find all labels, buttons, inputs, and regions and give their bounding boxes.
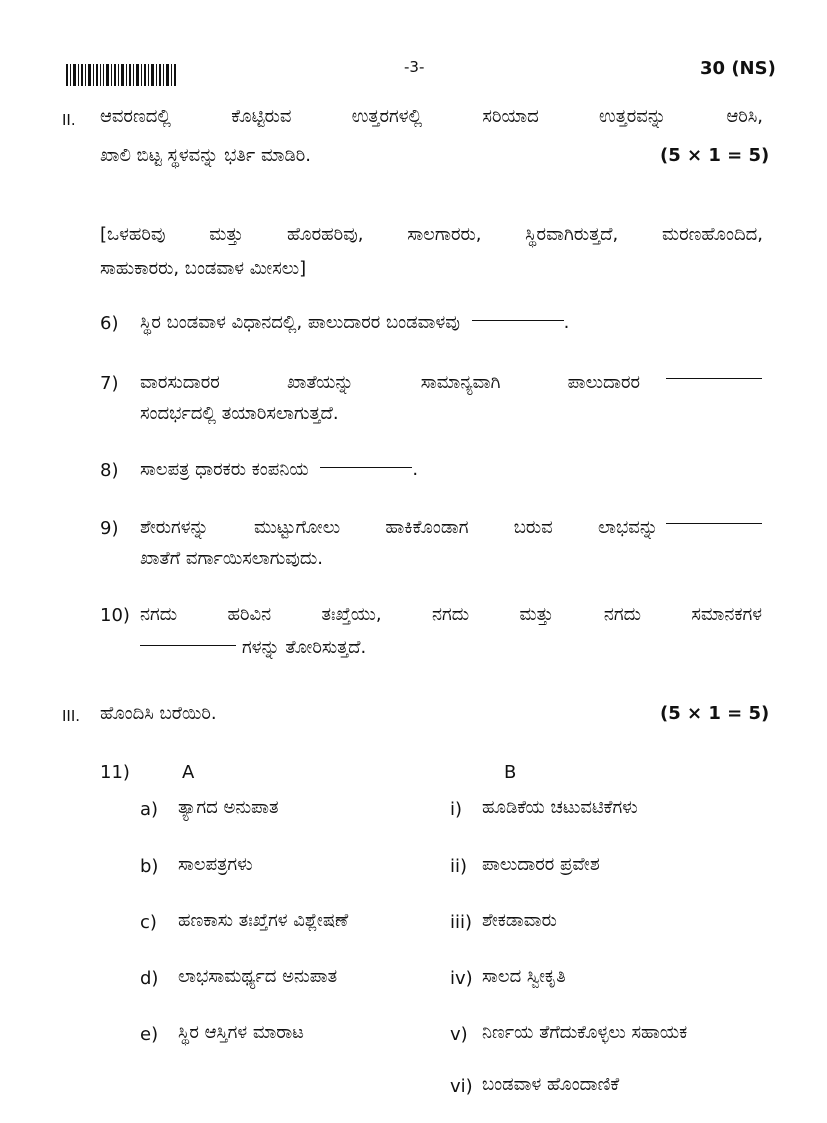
col-a-text: ತ್ಯಾಗದ ಅನುಪಾತ bbox=[178, 797, 279, 818]
q6-end: . bbox=[563, 312, 570, 333]
col-b-text: ಹೂಡಿಕೆಯ ಚಟುವಟಿಕೆಗಳು bbox=[482, 797, 638, 818]
q9-text-line1: ಶೇರುಗಳನ್ನು ಮುಟ್ಟುಗೋಲು ಹಾಕಿಕೊಂಡಾಗ ಬರುವ ಲಾಭವನ್ನು bbox=[140, 517, 658, 538]
section-3-numeral: III. bbox=[62, 707, 81, 725]
col-b-text: ಶೇಕಡಾವಾರು bbox=[482, 910, 557, 931]
q6-blank bbox=[472, 320, 564, 321]
col-b-label: iv) bbox=[450, 968, 473, 989]
section-3-marks: (5 × 1 = 5) bbox=[660, 703, 770, 724]
barcode bbox=[66, 64, 178, 86]
q8-number: 8) bbox=[100, 460, 119, 481]
col-a-label: d) bbox=[140, 968, 159, 989]
col-a-label: c) bbox=[140, 912, 157, 933]
q7-text-line2: ಸಂದರ್ಭದಲ್ಲಿ ತಯಾರಿಸಲಾಗುತ್ತದೆ. bbox=[140, 403, 339, 424]
col-b-label: i) bbox=[450, 799, 463, 820]
q10-number: 10) bbox=[100, 605, 130, 626]
q8-text: ಸಾಲಪತ್ರ ಧಾರಕರು ಕಂಪನಿಯ bbox=[140, 459, 309, 480]
section-2-instruction-line2: ಖಾಲಿ ಬಿಟ್ಟ ಸ್ಥಳವನ್ನು ಭರ್ತಿ ಮಾಡಿರಿ. bbox=[100, 145, 312, 166]
q6-text: ಸ್ಥಿರ ಬಂಡವಾಳ ವಿಧಾನದಲ್ಲಿ, ಪಾಲುದಾರರ ಬಂಡವಾಳವು bbox=[140, 312, 460, 333]
q11-number: 11) bbox=[100, 762, 130, 783]
col-b-label: iii) bbox=[450, 912, 473, 933]
column-a-heading: A bbox=[182, 762, 195, 783]
col-b-text: ನಿರ್ಣಯ ತೆಗೆದುಕೊಳ್ಳಲು ಸಹಾಯಕ bbox=[482, 1022, 688, 1043]
col-a-label: a) bbox=[140, 799, 159, 820]
q9-text-line2: ಖಾತೆಗೆ ವರ್ಗಾಯಿಸಲಾಗುವುದು. bbox=[140, 548, 323, 569]
col-a-label: e) bbox=[140, 1024, 159, 1045]
col-a-text: ಲಾಭಸಾಮರ್ಥ್ಯದ ಅನುಪಾತ bbox=[178, 966, 338, 987]
q8-text-row bbox=[140, 459, 418, 480]
q9-number: 9) bbox=[100, 518, 119, 539]
q10-text-line1: ನಗದು ಹರಿವಿನ ತಃಖ್ತೆಯು, ನಗದು ಮತ್ತು ನಗದು ಸಮಾನಕಗಳ bbox=[140, 604, 762, 625]
section-2-instruction-line1: ಆವರಣದಲ್ಲಿ ಕೊಟ್ಟಿರುವ ಉತ್ತರಗಳಲ್ಲಿ ಸರಿಯಾದ ಉತ್ತರವನ್ನು ಆರಿಸಿ, bbox=[100, 106, 763, 127]
q9-blank bbox=[666, 523, 762, 524]
col-a-text: ಸಾಲಪತ್ರಗಳು bbox=[178, 854, 253, 875]
col-b-label: ii) bbox=[450, 856, 468, 877]
q6-text-row bbox=[140, 312, 569, 333]
options-line1: [ಒಳಹರಿವು ಮತ್ತು ಹೊರಹರಿವು, ಸಾಲಗಾರರು, ಸ್ಥಿರವಾಗಿರುತ್ತದೆ, ಮರಣಹೊಂದಿದ, bbox=[100, 224, 763, 245]
q10-text-row2 bbox=[140, 637, 366, 658]
q7-blank bbox=[666, 378, 762, 379]
col-a-text: ಸ್ಥಿರ ಆಸ್ತಿಗಳ ಮಾರಾಟ bbox=[178, 1022, 304, 1043]
paper-code: 30 (NS) bbox=[700, 58, 776, 79]
col-b-label: v) bbox=[450, 1024, 468, 1045]
q10-text-line2: ಗಳನ್ನು ತೋರಿಸುತ್ತದೆ. bbox=[242, 637, 367, 658]
q7-text-line1: ವಾರಸುದಾರರ ಖಾತೆಯನ್ನು ಸಾಮಾನ್ಯವಾಗಿ ಪಾಲುದಾರರ bbox=[140, 372, 640, 393]
section-2-marks: (5 × 1 = 5) bbox=[660, 145, 770, 166]
col-b-text: ಪಾಲುದಾರರ ಪ್ರವೇಶ bbox=[482, 854, 600, 875]
q8-end: . bbox=[412, 459, 419, 480]
section-2-numeral: II. bbox=[62, 111, 76, 129]
page-number: -3- bbox=[404, 58, 425, 76]
options-line2: ಸಾಹುಕಾರರು, ಬಂಡವಾಳ ಮೀಸಲು] bbox=[100, 258, 307, 279]
q7-number: 7) bbox=[100, 373, 119, 394]
col-b-text: ಬಂಡವಾಳ ಹೊಂದಾಣಿಕೆ bbox=[482, 1074, 620, 1095]
q8-blank bbox=[320, 467, 412, 468]
col-a-text: ಹಣಕಾಸು ತಃಖ್ತೆಗಳ ವಿಶ್ಲೇಷಣೆ bbox=[178, 910, 349, 931]
col-b-text: ಸಾಲದ ಸ್ವೀಕೃತಿ bbox=[482, 966, 566, 987]
q10-blank bbox=[140, 645, 236, 646]
col-b-label: vi) bbox=[450, 1076, 473, 1097]
column-b-heading: B bbox=[504, 762, 517, 783]
section-3-instruction: ಹೊಂದಿಸಿ ಬರೆಯಿರಿ. bbox=[100, 703, 217, 724]
col-a-label: b) bbox=[140, 856, 159, 877]
q6-number: 6) bbox=[100, 313, 119, 334]
